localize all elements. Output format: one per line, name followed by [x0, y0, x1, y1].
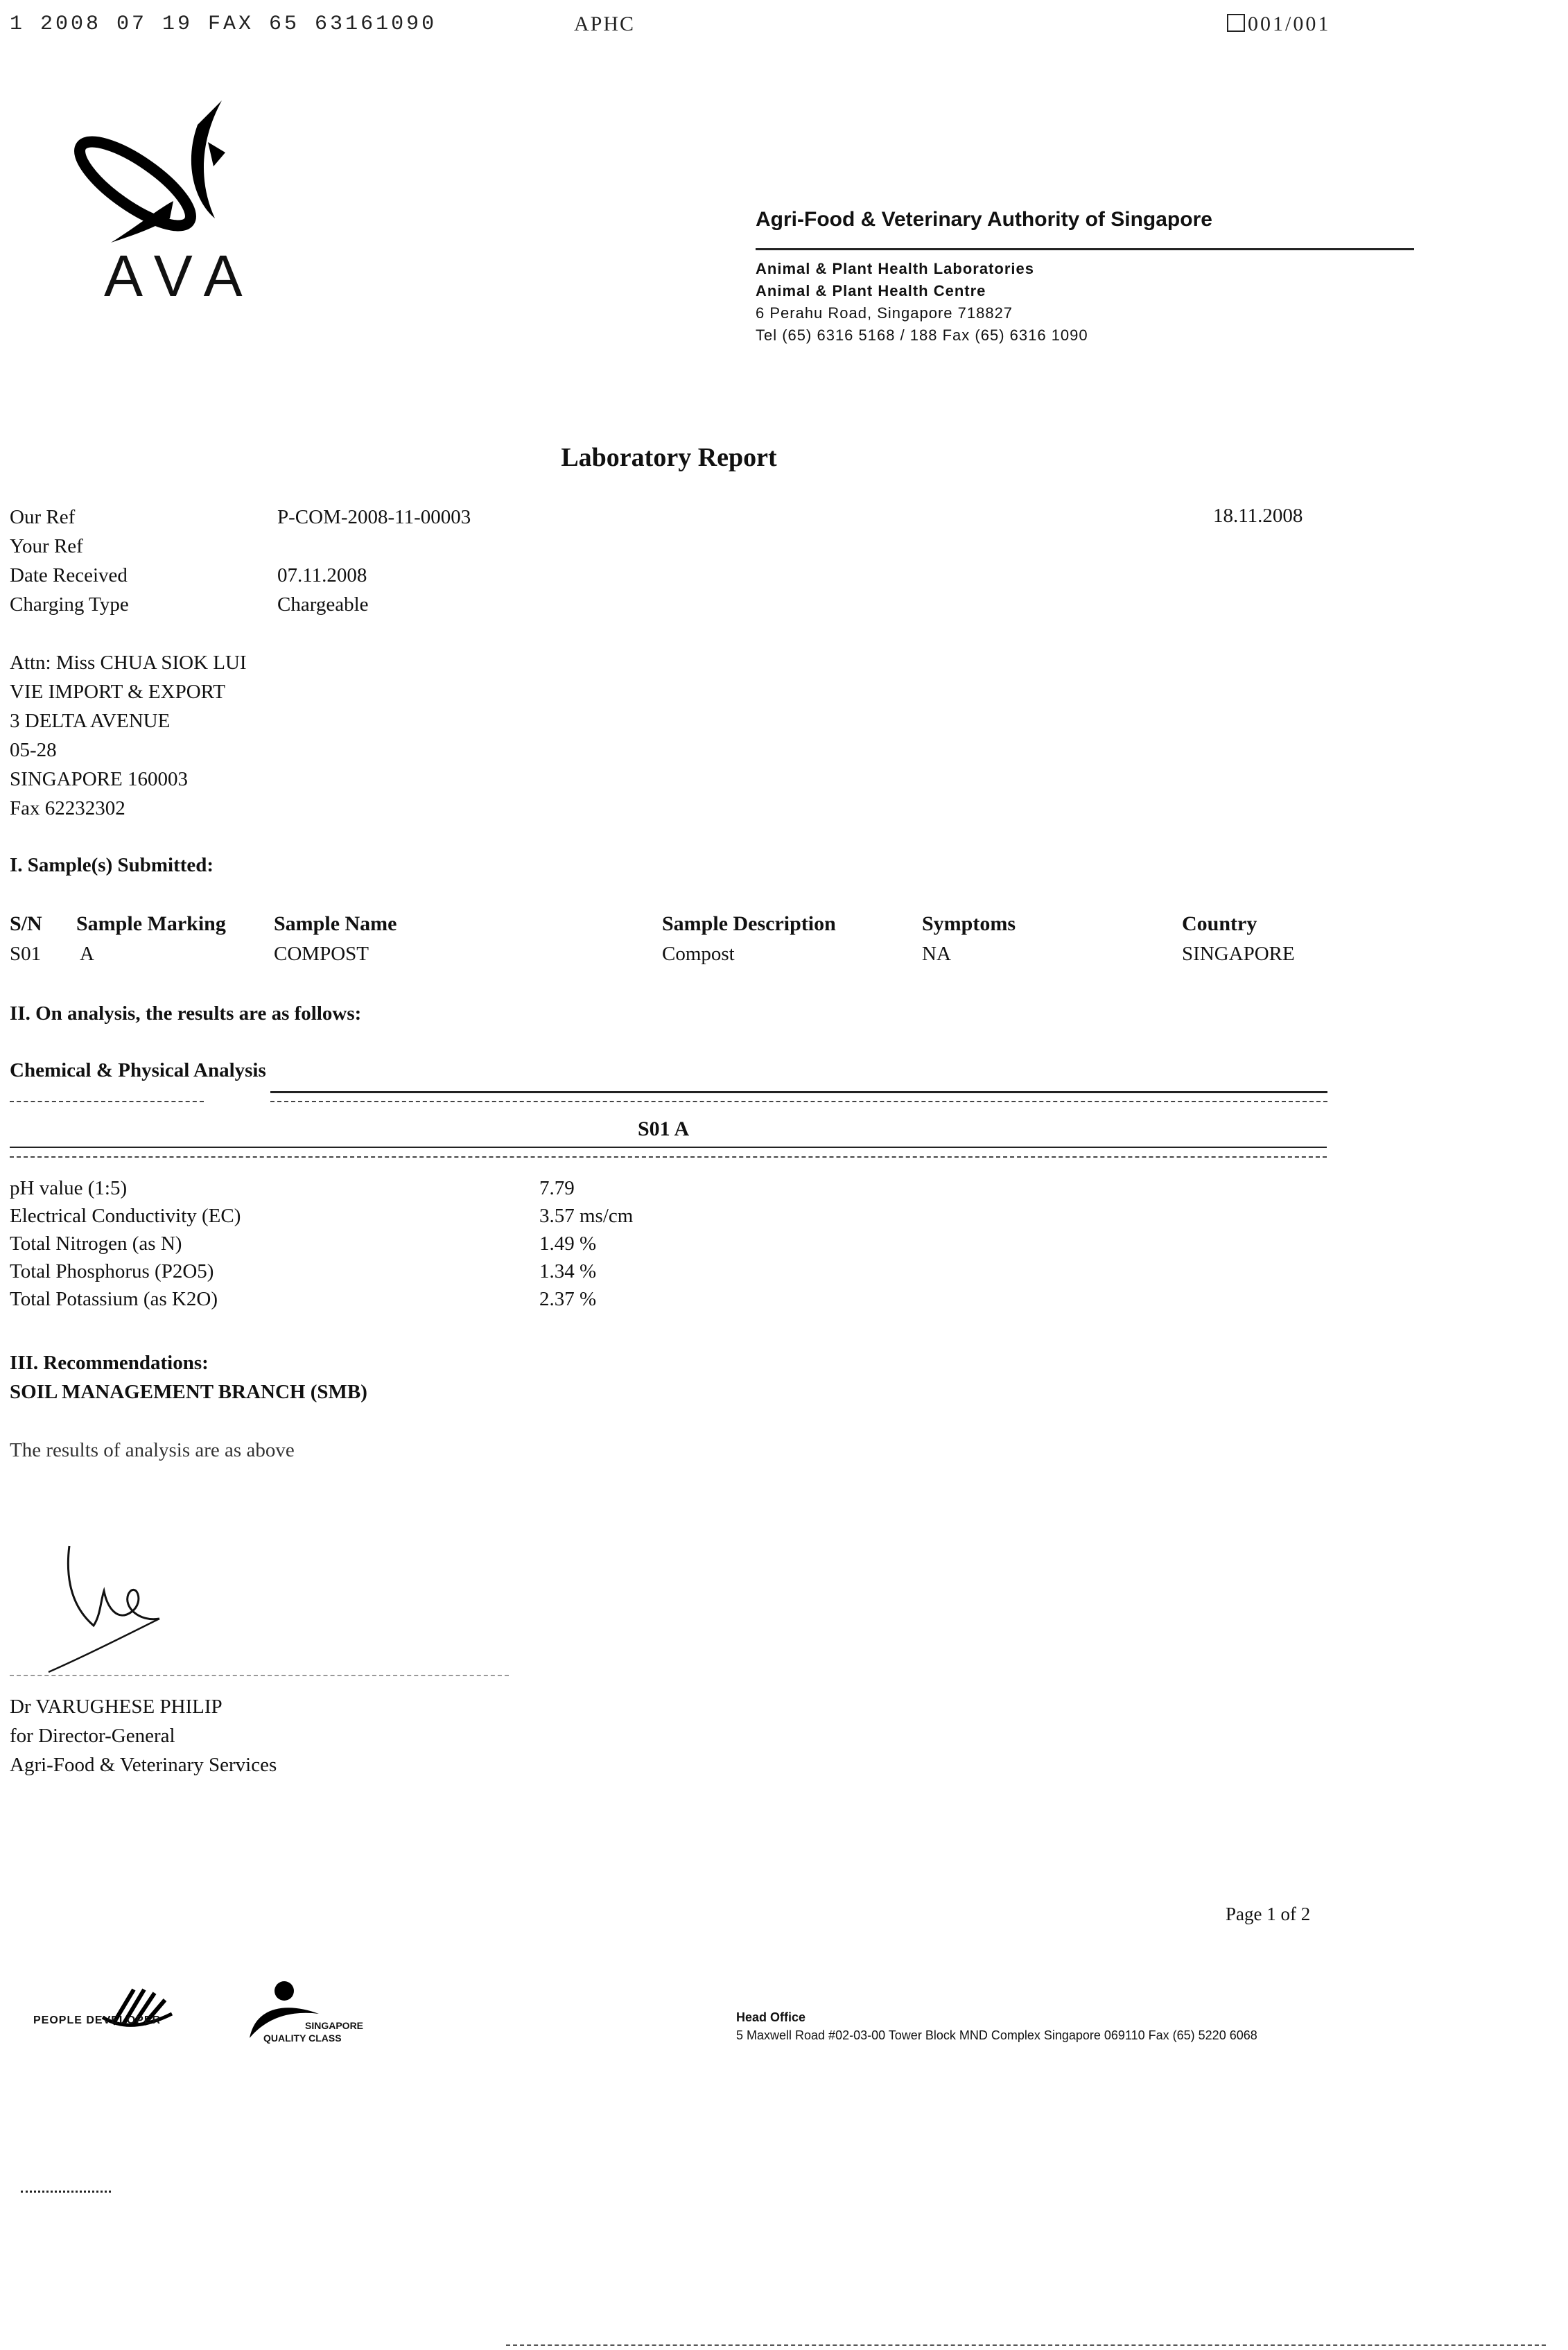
agency-name: Agri-Food & Veterinary Authority of Singapore [756, 208, 1212, 231]
divider [10, 1101, 204, 1102]
table-header: Symptoms [922, 912, 1016, 935]
analysis-name: pH value (1:5) [10, 1177, 128, 1199]
analysis-name: Total Phosphorus (P2O5) [10, 1260, 214, 1282]
meta-value: P-COM-2008-11-00003 [277, 506, 471, 528]
table-header: Country [1182, 912, 1257, 935]
signatory-name: Dr VARUGHESE PHILIP [10, 1696, 223, 1718]
table-cell: A [80, 943, 94, 965]
signature-line [10, 1675, 509, 1676]
quality-class-text-a: SINGAPORE [305, 2020, 364, 2031]
table-header: Sample Name [274, 912, 397, 935]
scan-artifact [506, 2344, 1546, 2346]
analysis-name: Total Nitrogen (as N) [10, 1233, 182, 1255]
checkbox-icon [1227, 14, 1245, 32]
meta-value: 07.11.2008 [277, 564, 367, 586]
recipient-line: Attn: Miss CHUA SIOK LUI [10, 652, 247, 674]
signature-icon [42, 1539, 194, 1678]
people-developer-text: PEOPLE DEVELOPER [33, 2014, 162, 2026]
analysis-value: 1.34 % [539, 1260, 597, 1282]
section-3-title: III. Recommendations: [10, 1352, 209, 1374]
table-cell: NA [922, 943, 951, 965]
agency-address: 6 Perahu Road, Singapore 718827 [756, 304, 1013, 322]
analysis-value: 2.37 % [539, 1288, 597, 1310]
divider [10, 1156, 1327, 1158]
scan-artifact [21, 2191, 111, 2193]
signatory-role: for Director-General [10, 1725, 175, 1747]
analysis-value: 1.49 % [539, 1233, 597, 1255]
meta-label: Our Ref [10, 506, 76, 528]
recipient-line: VIE IMPORT & EXPORT [10, 681, 225, 703]
divider [270, 1091, 1327, 1093]
section-2-title: II. On analysis, the results are as follows: [10, 1002, 362, 1025]
recipient-line: Fax 62232302 [10, 797, 125, 819]
page-number: Page 1 of 2 [1226, 1904, 1311, 1924]
report-title: Laboratory Report [561, 443, 777, 472]
fax-header-left: 1 2008 07 19 FAX 65 63161090 [10, 12, 437, 36]
agency-divider [756, 248, 1414, 250]
signatory-org: Agri-Food & Veterinary Services [10, 1754, 277, 1776]
agency-line-1: Animal & Plant Health Laboratories [756, 260, 1034, 277]
report-date: 18.11.2008 [1213, 505, 1303, 527]
analysis-name: Electrical Conductivity (EC) [10, 1205, 241, 1227]
agency-contact: Tel (65) 6316 5168 / 188 Fax (65) 6316 1090 [756, 327, 1088, 344]
recipient-line: 05-28 [10, 739, 57, 761]
section-3-text: The results of analysis are as above [10, 1439, 295, 1461]
results-column-header: S01 A [638, 1117, 690, 1140]
ava-bird-mark-icon [49, 97, 256, 256]
section-1-title: I. Sample(s) Submitted: [10, 854, 214, 876]
people-developer-logo [33, 1976, 207, 2045]
table-cell: SINGAPORE [1182, 943, 1295, 965]
table-cell: S01 [10, 943, 42, 965]
meta-label: Your Ref [10, 535, 83, 557]
table-cell: COMPOST [274, 943, 369, 965]
quality-class-text-b: QUALITY CLASS [263, 2033, 342, 2044]
signature [42, 1539, 194, 1678]
meta-label: Charging Type [10, 593, 129, 616]
divider [270, 1101, 1327, 1102]
recipient-line: SINGAPORE 160003 [10, 768, 188, 790]
section-2-subtitle: Chemical & Physical Analysis [10, 1059, 266, 1081]
analysis-value: 7.79 [539, 1177, 575, 1199]
ava-logo-text: AVA [104, 243, 258, 308]
meta-value: Chargeable [277, 593, 369, 616]
head-office-address: 5 Maxwell Road #02-03-00 Tower Block MND Complex Singapore 069110 Fax (65) 5220 6068 [736, 2028, 1257, 2042]
ava-logo [49, 97, 256, 256]
table-header: Sample Marking [76, 912, 226, 935]
table-header: S/N [10, 912, 42, 935]
table-cell: Compost [662, 943, 735, 965]
people-developer-icon [33, 1976, 207, 2045]
fax-header-center: APHC [574, 12, 636, 35]
section-3-branch: SOIL MANAGEMENT BRANCH (SMB) [10, 1381, 367, 1403]
analysis-name: Total Potassium (as K2O) [10, 1288, 218, 1310]
table-header: Sample Description [662, 912, 836, 935]
fax-header-right: 001/001 [1227, 12, 1330, 36]
recipient-line: 3 DELTA AVENUE [10, 710, 171, 732]
meta-label: Date Received [10, 564, 128, 586]
head-office-title: Head Office [736, 2010, 806, 2024]
analysis-value: 3.57 ms/cm [539, 1205, 634, 1227]
divider [10, 1147, 1327, 1148]
agency-line-2: Animal & Plant Health Centre [756, 282, 986, 299]
